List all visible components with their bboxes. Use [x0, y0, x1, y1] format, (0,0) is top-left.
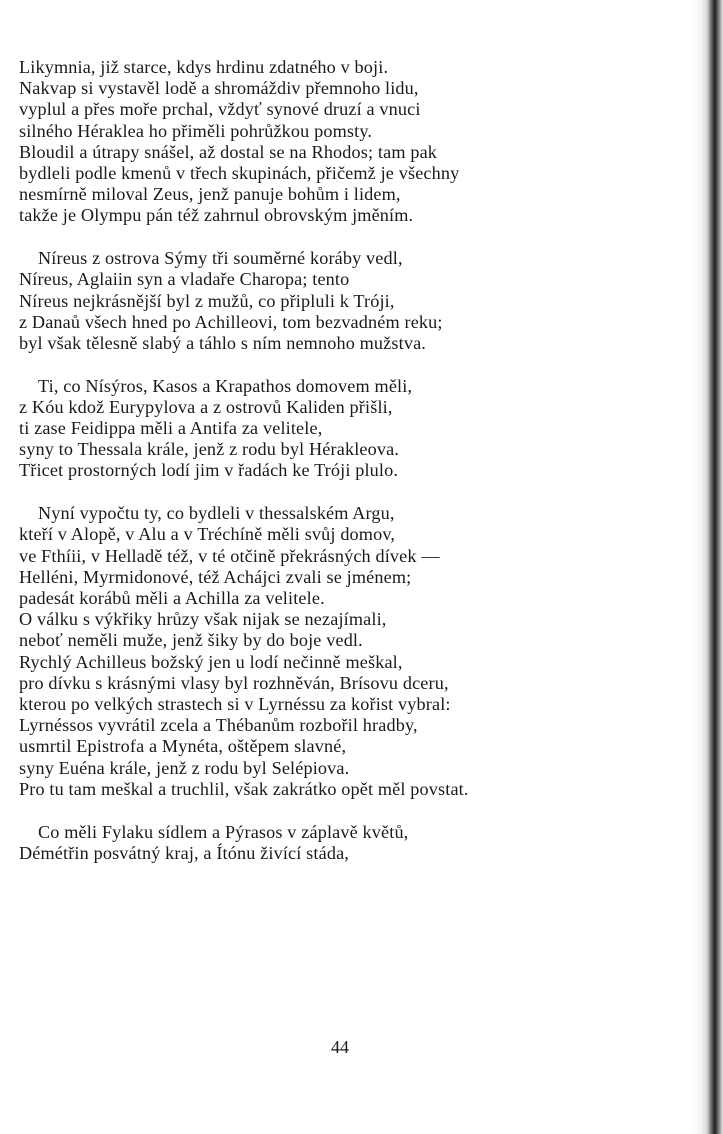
stanza — [19, 376, 659, 482]
verse-line: Nakvap si vystavěl lodě a shromáždiv přemnoho lidu, — [19, 78, 419, 99]
verse-line: ti zase Feidippa měli a Antifa za velitele, — [19, 418, 323, 439]
stanza — [19, 57, 659, 227]
verse-line: ve Fthíii, v Helladě též, v té otčině překrásných dívek — — [19, 545, 440, 566]
verse-line: byl však tělesně slabý a táhlo s ním nemnoho mužstva. — [19, 332, 426, 353]
verse-line: Níreus, Aglaiin syn a vladaře Charopa; tento — [19, 269, 350, 290]
verse-line: syny to Thessala krále, jenž z rodu byl Hérakleova. — [19, 439, 400, 460]
verse-line: takže je Olympu pán též zahrnul obrovským jměním. — [19, 205, 414, 226]
verse-line: syny Euéna krále, jenž z rodu byl Selépiova. — [19, 757, 350, 778]
stanza — [19, 503, 659, 800]
verse-line: neboť neměli muže, jenž šiky by do boje vedl. — [19, 630, 363, 651]
verse-line: Bloudil a útrapy snášel, až dostal se na Rhodos; tam pak — [19, 141, 438, 162]
verse-line: Níreus nejkrásnější byl z mužů, co připluli k Tróji, — [19, 290, 395, 311]
verse-line: pro dívku s krásnými vlasy byl rozhněván, Brísovu dceru, — [19, 672, 449, 693]
verse-line: padesát korábů měli a Achilla za velitele. — [19, 587, 325, 608]
verse-line: Likymnia, již starce, kdys hrdinu zdatného v boji. — [19, 57, 389, 77]
verse-line: usmrtil Epistrofa a Mynéta, oštěpem slavné, — [19, 736, 347, 757]
verse-line: kterou po velkých strastech si v Lyrnéssu za kořist vybral: — [19, 693, 451, 714]
verse-line: Démétřin posvátný kraj, a Ítónu živící stáda, — [19, 842, 349, 863]
verse-line: kteří v Alopě, v Alu a v Tréchíně měli svůj domov, — [19, 524, 396, 545]
verse-line: Co měli Fylaku sídlem a Pýrasos v záplavě květů, — [38, 821, 409, 842]
stanza — [19, 248, 659, 354]
verse-line: bydleli podle kmenů v třech skupinách, přičemž je všechny — [19, 163, 460, 184]
book-spine-shadow — [693, 0, 723, 1134]
stanza — [19, 822, 659, 864]
verse-line: Třicet prostorných lodí jim v řadách ke Tróji plulo. — [19, 460, 399, 481]
verse-line: O válku s výkřiky hrůzy však nijak se nezajímali, — [19, 609, 387, 630]
verse-line: nesmírně miloval Zeus, jenž panuje bohům i lidem, — [19, 184, 401, 205]
verse-line: Nyní vypočtu ty, co bydleli v thessalském Argu, — [38, 503, 395, 524]
verse-line: z Kóu kdož Eurypylova a z ostrovů Kaliden přišli, — [19, 396, 393, 417]
poem-text — [19, 57, 659, 885]
verse-line: Hellénі, Myrmidonové, též Achájci zvali se jménem; — [19, 566, 412, 587]
page-number: 44 — [331, 1037, 349, 1057]
verse-line: silného Hérakleа ho přiměli pohrůžkou pomsty. — [19, 120, 373, 141]
verse-line: Rychlý Achilleus božský jen u lodí nečinně meškal, — [19, 651, 403, 672]
verse-line: vyplul a přes moře prchal, vždyť synové druzí a vnuci — [19, 99, 421, 120]
verse-line: Níreus z ostrova Sýmy tři souměrné koráby vedl, — [38, 248, 403, 269]
verse-line: z Danaů všech hned po Achilleovi, tom bezvadném reku; — [19, 311, 443, 332]
verse-line: Ti, co Nísýros, Kasos a Krapathos domovem měli, — [38, 375, 413, 396]
verse-line: Lyrnéssos vyvrátil zcela a Thébanům rozbořil hradby, — [19, 715, 418, 736]
verse-line: Pro tu tam meškal a truchlil, však zakrátko opět měl povstat. — [19, 778, 469, 799]
